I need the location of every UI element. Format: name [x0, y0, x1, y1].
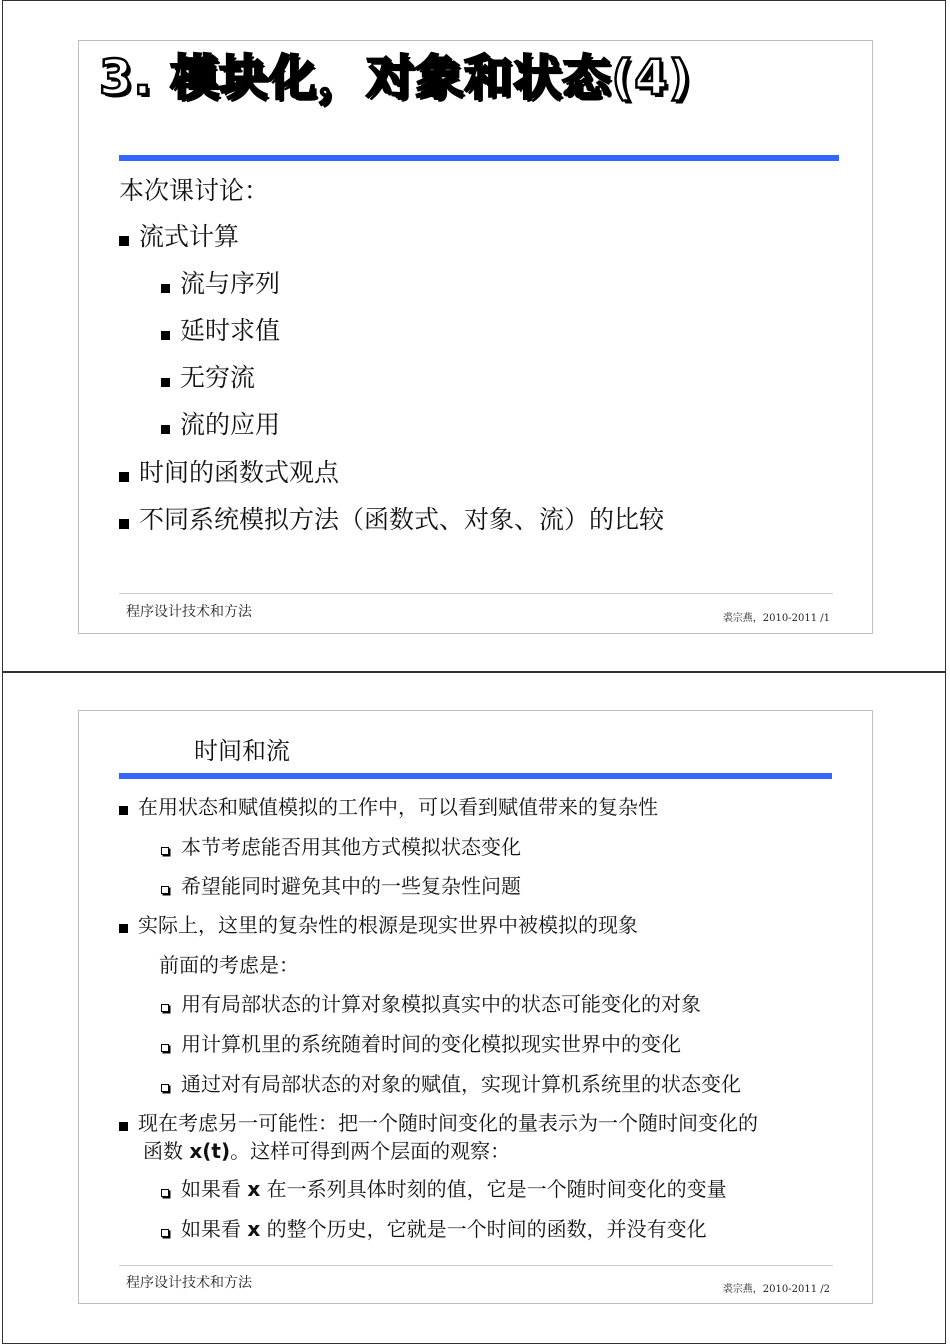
- footer-course: 程序设计技术和方法: [126, 1275, 252, 1291]
- title-underline-bar: [119, 773, 832, 779]
- square-bullet-icon: [119, 924, 128, 933]
- list-item: 流的应用: [161, 405, 280, 441]
- square-bullet-icon: [119, 236, 129, 246]
- list-item: 现在考虑另一可能性：把一个随时间变化的量表示为一个随时间变化的: [119, 1107, 758, 1136]
- list-item: 在用状态和赋值模拟的工作中，可以看到赋值带来的复杂性: [119, 791, 658, 820]
- square-bullet-icon: [119, 806, 128, 815]
- list-item: 如果看 x 的整个历史，它就是一个时间的函数，并没有变化: [161, 1213, 707, 1242]
- square-bullet-icon: [161, 378, 170, 387]
- hollow-square-bullet-icon: [161, 886, 169, 894]
- intro-text: 本次课讨论：: [119, 176, 270, 205]
- list-item: 时间的函数式观点: [119, 453, 339, 489]
- footer-rule: [119, 1265, 833, 1266]
- square-bullet-icon: [161, 331, 170, 340]
- footer-rule: [119, 593, 833, 594]
- hollow-square-bullet-icon: [161, 847, 169, 855]
- footer-author-page: 裘宗燕，2010-2011 /1: [722, 613, 830, 624]
- list-item: 通过对有局部状态的对象的赋值，实现计算机系统里的状态变化: [161, 1068, 741, 1097]
- list-item: 用有局部状态的计算对象模拟真实中的状态可能变化的对象: [161, 988, 701, 1017]
- list-item: 流式计算: [119, 217, 239, 253]
- hollow-square-bullet-icon: [161, 1004, 169, 1012]
- hollow-square-bullet-icon: [161, 1084, 169, 1092]
- list-item: 希望能同时避免其中的一些复杂性问题: [161, 870, 521, 899]
- list-item: 本节考虑能否用其他方式模拟状态变化: [161, 831, 521, 860]
- list-item: 延时求值: [161, 311, 280, 347]
- footer-author-page: 裘宗燕，2010-2011 /2: [722, 1284, 830, 1295]
- footer-course: 程序设计技术和方法: [126, 604, 252, 620]
- list-item: 用计算机里的系统随着时间的变化模拟现实世界中的变化: [161, 1028, 681, 1057]
- title-underline-bar: [119, 155, 839, 161]
- slide-2: [78, 710, 873, 1304]
- square-bullet-icon: [119, 472, 129, 482]
- list-item-continuation: 函数 x(t)。这样可得到两个层面的观察：: [143, 1139, 511, 1163]
- square-bullet-icon: [161, 284, 170, 293]
- list-item: 实际上，这里的复杂性的根源是现实世界中被模拟的现象: [119, 909, 638, 938]
- square-bullet-icon: [119, 1122, 128, 1131]
- slide-title: 时间和流: [194, 737, 290, 765]
- hollow-square-bullet-icon: [161, 1044, 169, 1052]
- square-bullet-icon: [161, 425, 170, 434]
- hollow-square-bullet-icon: [161, 1229, 169, 1237]
- list-item: 无穷流: [161, 358, 255, 394]
- slide-1: [78, 40, 873, 634]
- square-bullet-icon: [119, 519, 129, 529]
- sub-intro-text: 前面的考虑是：: [159, 953, 299, 977]
- list-item: 如果看 x 在一系列具体时刻的值，它是一个随时间变化的变量: [161, 1173, 727, 1202]
- hollow-square-bullet-icon: [161, 1189, 169, 1197]
- list-item: 流与序列: [161, 264, 280, 300]
- list-item: 不同系统模拟方法（函数式、对象、流）的比较: [119, 500, 664, 536]
- slide-title: 3. 模块化，对象和状态(4): [99, 50, 692, 106]
